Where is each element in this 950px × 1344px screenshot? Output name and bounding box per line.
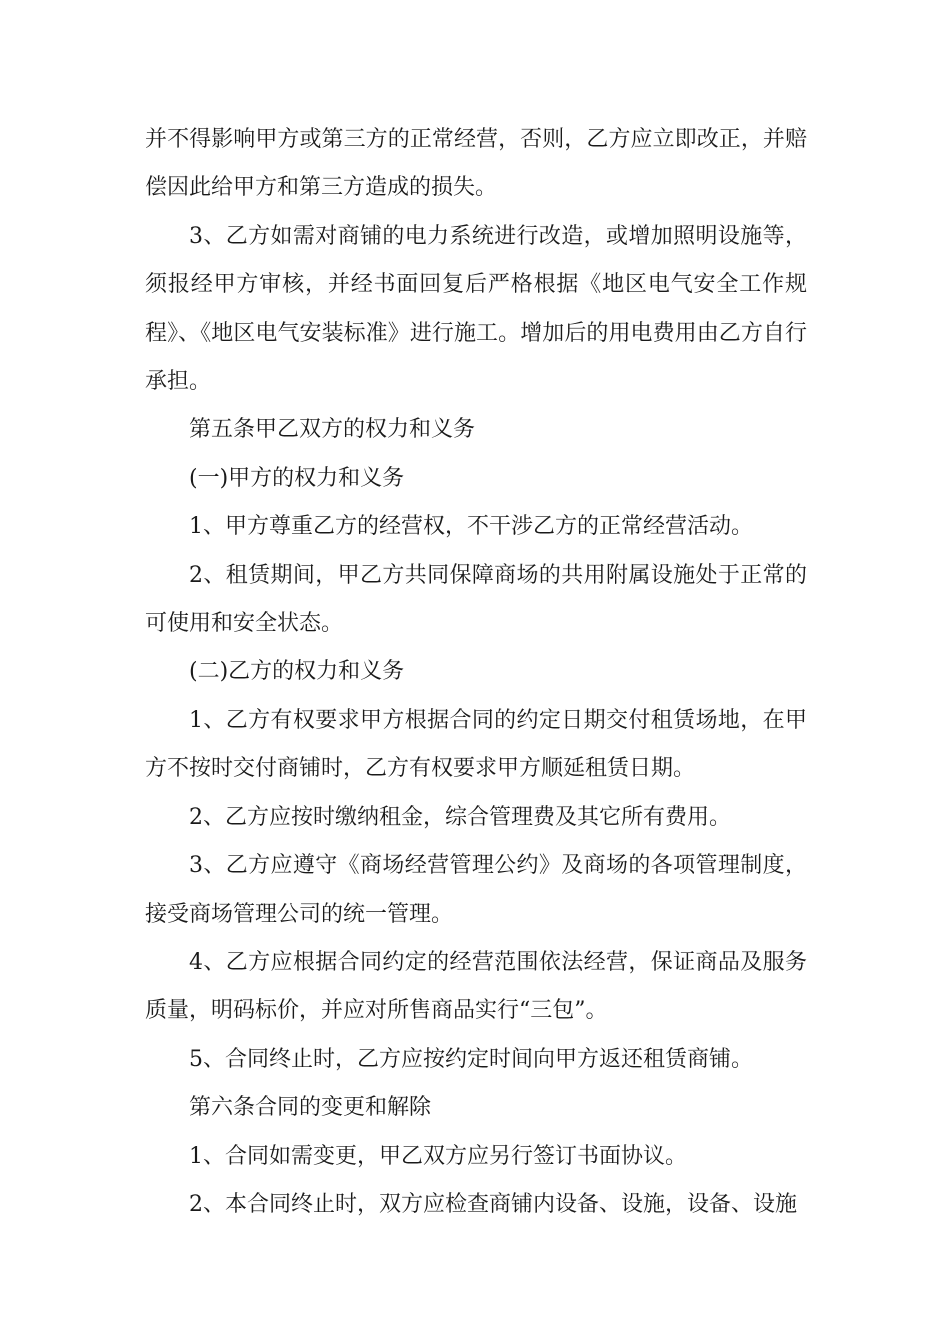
paragraph-15: 2、本合同终止时，双方应检查商铺内设备、设施，设备、设施 [189, 1191, 797, 1217]
paragraph-10: 3、乙方应遵守《商场经营管理公约》及商场的各项管理制度，接受商场管理公司的统一管理。 [145, 853, 807, 927]
paragraph-5: 1、甲方尊重乙方的经营权，不干涉乙方的正常经营活动。 [189, 514, 753, 540]
paragraph-11: 4、乙方应根据合同约定的经营范围依法经营，保证商品及服务质量，明码标价，并应对所售商品实行“三包”。 [145, 949, 807, 1024]
document-body [145, 116, 807, 1229]
paragraph-6: 2、租赁期间，甲乙方共同保障商场的共用附属设施处于正常的可使用和安全状态。 [145, 562, 807, 637]
subsection-heading-party-a: (一)甲方的权力和义务 [189, 465, 405, 491]
subsection-heading-party-b: (二)乙方的权力和义务 [189, 659, 405, 685]
paragraph-12: 5、合同终止时，乙方应按约定时间向甲方返还租赁商铺。 [189, 1046, 753, 1072]
paragraph-14: 1、合同如需变更，甲乙双方应另行签订书面协议。 [189, 1143, 687, 1169]
paragraph-8: 1、乙方有权要求甲方根据合同的约定日期交付租赁场地，在甲方不按时交付商铺时，乙方有权要求甲方顺延租赁日期。 [145, 707, 807, 782]
paragraph-1: 并不得影响甲方或第三方的正常经营，否则，乙方应立即改正，并赔偿因此给甲方和第三方造成的损失。 [145, 127, 807, 201]
section-heading-article-5: 第五条甲乙双方的权力和义务 [189, 417, 476, 443]
section-heading-article-6: 第六条合同的变更和解除 [189, 1095, 432, 1121]
paragraph-2: 3、乙方如需对商铺的电力系统进行改造，或增加照明设施等，须报经甲方审核，并经书面回复后严格根据《地区电气安全工作规程》、《地区电气安装标准》进行施工。增加后的用电费用由乙方自行承担。 [145, 223, 807, 395]
paragraph-9: 2、乙方应按时缴纳租金，综合管理费及其它所有费用。 [189, 804, 731, 830]
